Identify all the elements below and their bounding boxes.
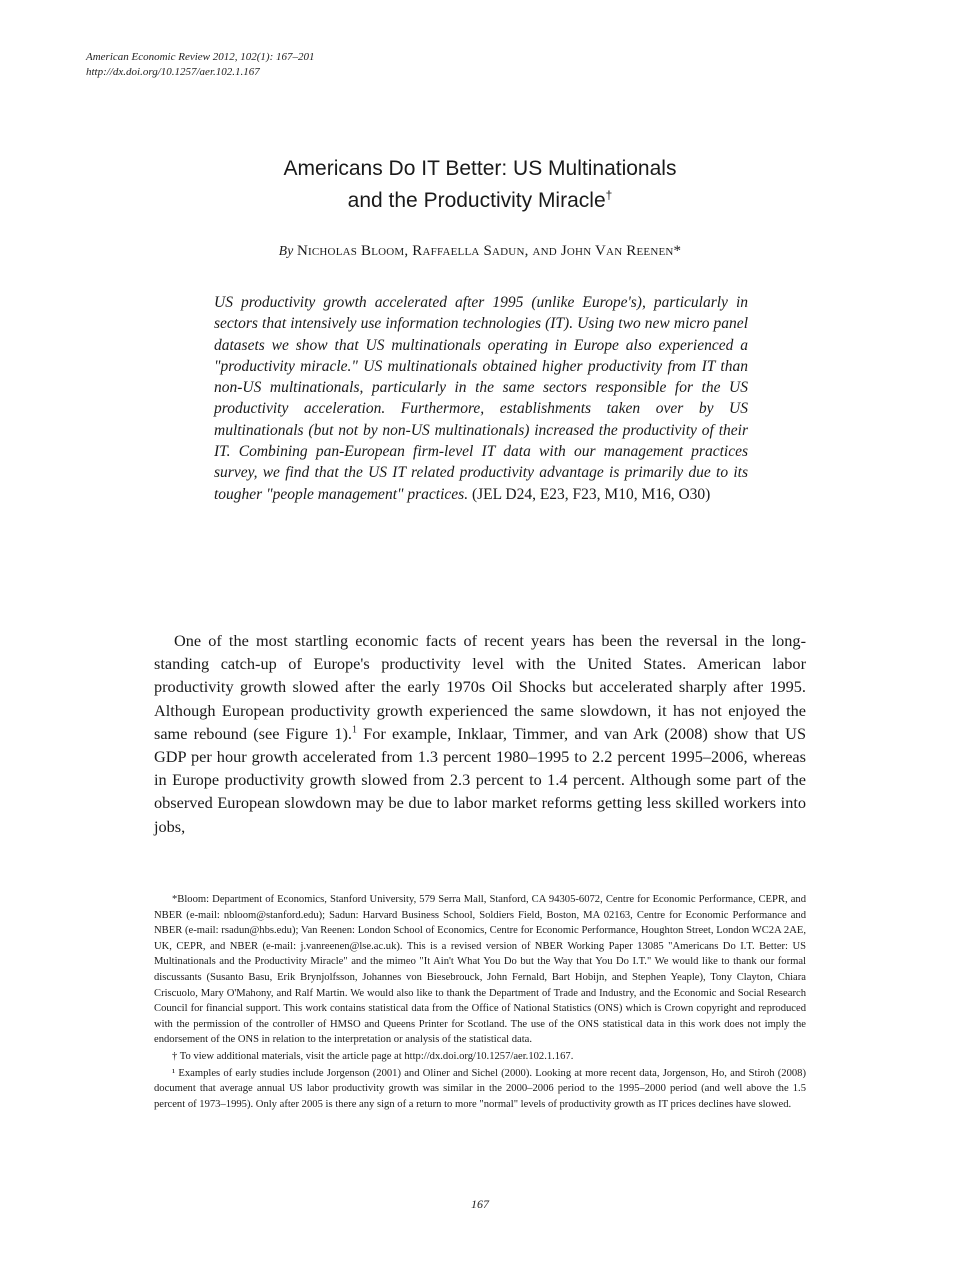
footnote-dagger: † To view additional materials, visit the article page at http://dx.doi.org/10.1257/aer.102.1.167.: [172, 1050, 574, 1062]
title-dagger-mark: †: [605, 188, 613, 202]
body-paragraph: [154, 629, 806, 838]
abstract: [214, 292, 748, 505]
page-number: 167: [471, 1197, 489, 1211]
doi-link[interactable]: http://dx.doi.org/10.1257/aer.102.1.167: [86, 66, 260, 78]
byline-by: By: [278, 243, 294, 258]
footnote-1: ¹ Examples of early studies include Jorgenson (2001) and Oliner and Sichel (2000). Looking at more recent data, Jorgenson, Ho, and Stiroh (2008) document that average annual US labor productivity growth was similar in the 2000–2006 period to the 1995–2000 period (and well above the 1.5 percent of 1973–1995). Only after 2005 is there any sign of a return to more "normal" levels of productivity growth as IT prices declines have slowed.: [154, 1067, 806, 1110]
abstract-text: US productivity growth accelerated after 1995 (unlike Europe's), particularly in sectors that intensively use information technologies (IT). Using two new micro panel datasets we show that US multinationals operating in Europe also experienced a "productivity miracle." US multinationals obtained higher productivity from IT than non-US multinationals, particularly in the same sectors responsible for the US productivity acceleration. Furthermore, establishments taken over by US multinationals (but not by non-US multinationals) increased the productivity of their IT. Combining pan-European firm-level IT data with our management practices survey, we find that the US IT related productivity advantage is primarily due to its tougher "people management" practices.: [214, 294, 748, 503]
footnote-ref-1[interactable]: 1: [351, 724, 357, 736]
jel-codes: (JEL D24, E23, F23, M10, M16, O30): [471, 485, 711, 503]
title-line-2: [120, 185, 840, 217]
journal-header: [86, 50, 315, 80]
title-line-1: Americans Do IT Better: US Multinationals: [283, 157, 677, 180]
footnotes: [154, 892, 806, 1113]
title-line-2-text: and the Productivity Miracle: [347, 189, 606, 212]
author-byline: [120, 243, 840, 260]
paper-title: [120, 153, 840, 217]
body-text-part-2: For example, Inklaar, Timmer, and van Ark (2008) show that US GDP per hour growth accelerated from 1.3 percent 1980–1995 to 2.2 percent 1995–2006, whereas in Europe productivity growth slowed from 2.3 percent to 1.4 percent. Although some part of the observed European slowdown may be due to labor market reforms getting less skilled workers into jobs,: [154, 723, 806, 836]
body-text-part-1: One of the most startling economic facts of recent years has been the reversal in the long-standing catch-up of Europe's productivity level with the United States. American labor productivity growth slowed after the early 1970s Oil Shocks but accelerated sharply after 1995. Although European productivity growth experienced the same slowdown, it has not enjoyed the same rebound (see Figure 1).: [154, 631, 806, 743]
author-names: Nicholas Bloom, Raffaella Sadun, and John Van Reenen*: [296, 243, 682, 259]
journal-citation: American Economic Review 2012, 102(1): 167–201: [86, 51, 315, 63]
footnote-author-affiliations: *Bloom: Department of Economics, Stanford University, 579 Serra Mall, Stanford, CA 94305-6072, Centre for Economic Performance, CEPR, and NBER (e-mail: nbloom@stanford.edu); Sadun: Harvard Business School, Soldiers Field, Boston, MA 02163, Centre for Economic Performance and NBER (e-mail: rsadun@hbs.edu); Van Reenen: London School of Economics, Centre for Economic Performance, Houghton Street, London WC2A 2AE, UK, CEPR, and NBER (e-mail: j.vanreenen@lse.ac.uk). This is a revised version of NBER Working Paper 13085 "Americans Do I.T. Better: US Multinationals and the Productivity Miracle" and the mimeo "It Ain't What You Do but the Way that You Do I.T." We would like to thank our formal discussants (Susanto Basu, Erik Brynjolfsson, Johannes von Biesebrouck, John Fernald, Bart Hobijn, and Stephen Yeaple), Tony Clayton, Chiara Criscuolo, Mary O'Mahony, and Ralf Martin. We would also like to thank the Department of Trade and Industry, and the Economic and Social Research Council for financial support. This work contains statistical data from the Office of National Statistics (ONS) which is Crown copyright and reproduced with the permission of the controller of HMSO and Queens Printer for Scotland. The use of the ONS statistical data in this work does not imply the endorsement of the ONS in relation to the interpretation or analysis of the statistical data.: [154, 894, 806, 1046]
